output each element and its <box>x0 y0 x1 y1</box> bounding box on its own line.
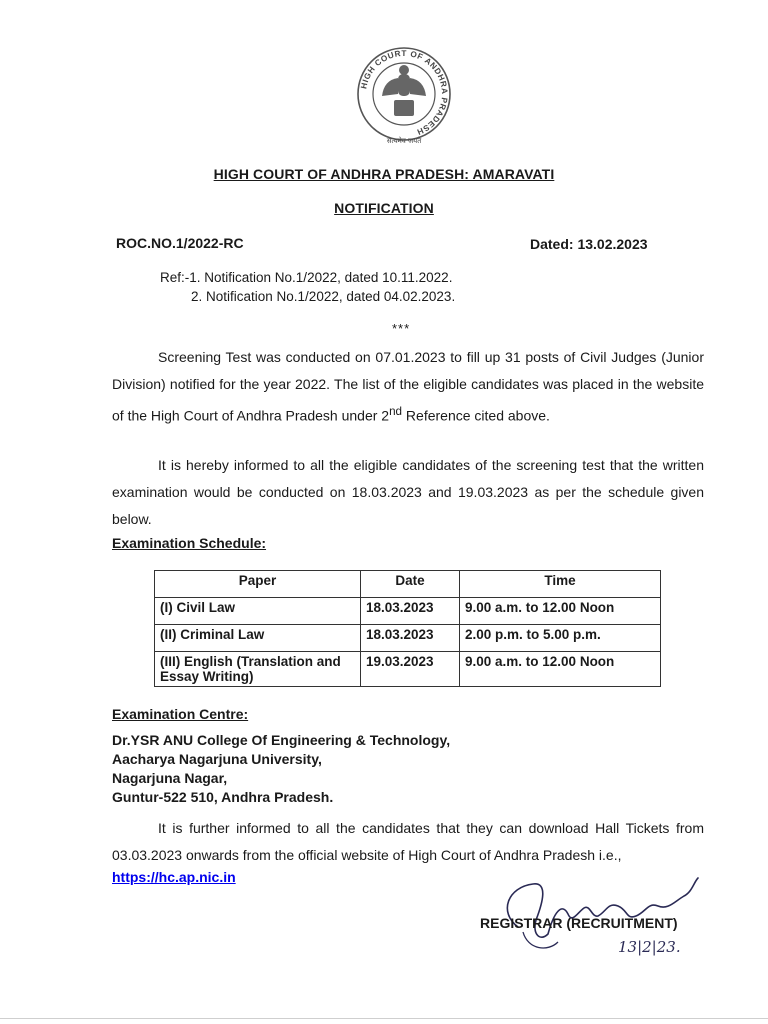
examination-schedule-table <box>154 570 661 687</box>
roc-number: ROC.NO.1/2022-RC <box>116 235 244 251</box>
paper-cell: (III) English (Translation and Essay Writing) <box>155 652 361 687</box>
paper-cell: (II) Criminal Law <box>155 625 361 652</box>
document-date: Dated: 13.02.2023 <box>530 236 648 252</box>
reference-1: Ref:-1. Notification No.1/2022, dated 10.11.2022. <box>160 270 453 285</box>
column-header-paper: Paper <box>155 571 361 598</box>
address-line: Dr.YSR ANU College Of Engineering & Technology, <box>112 732 451 748</box>
table-row <box>155 598 661 625</box>
reference-2: 2. Notification No.1/2022, dated 04.02.2023. <box>191 289 456 304</box>
date-cell: 18.03.2023 <box>361 625 460 652</box>
date-cell: 19.03.2023 <box>361 652 460 687</box>
paragraph-hall-tickets <box>112 815 704 869</box>
bottom-scan-edge-divider <box>0 1018 768 1019</box>
column-header-date: Date <box>361 571 460 598</box>
address-line: Nagarjuna Nagar, <box>112 770 228 786</box>
ordinal-superscript: nd <box>389 405 403 418</box>
paragraph-1-tail: Reference cited above. <box>402 407 550 424</box>
seal-ring-text: HIGH COURT OF ANDHRA PRADESH <box>359 48 450 137</box>
time-cell: 9.00 a.m. to 12.00 Noon <box>460 652 661 687</box>
paragraph-screening-test <box>112 344 704 430</box>
document-type-heading: NOTIFICATION <box>334 200 434 216</box>
handwritten-date: 13|2|23. <box>618 938 681 956</box>
paragraph-2-text: It is hereby informed to all the eligible candidates of the screening test that the written examination would be conducted on 18.03.2023 and 19.03.2023 as per the schedule given below. <box>112 457 704 527</box>
official-website-link[interactable]: https://hc.ap.nic.in <box>112 869 236 885</box>
column-header-time: Time <box>460 571 661 598</box>
time-cell: 2.00 p.m. to 5.00 p.m. <box>460 625 661 652</box>
table-header-row <box>155 571 661 598</box>
paragraph-1-text: Screening Test was conducted on 07.01.2023 to fill up 31 posts of Civil Judges (Junior Division) notified for the year 2022. The list of the eligible candidates was placed in the website of the High Court of Andhra Pradesh under 2 <box>112 349 704 424</box>
table-row <box>155 625 661 652</box>
high-court-seal-emblem <box>354 44 454 148</box>
date-cell: 18.03.2023 <box>361 598 460 625</box>
examination-schedule-heading: Examination Schedule: <box>112 535 267 551</box>
registrar-designation: REGISTRAR (RECRUITMENT) <box>480 915 678 931</box>
examination-centre-address <box>112 731 450 807</box>
court-title: HIGH COURT OF ANDHRA PRADESH: AMARAVATI <box>213 166 555 182</box>
examination-centre-heading: Examination Centre: <box>112 706 249 722</box>
address-line: Guntur-522 510, Andhra Pradesh. <box>112 789 334 805</box>
time-cell: 9.00 a.m. to 12.00 Noon <box>460 598 661 625</box>
separator-stars: *** <box>392 321 411 336</box>
seal-motto: सत्यमेव जयते <box>386 137 422 145</box>
table-row <box>155 652 661 687</box>
paragraph-written-exam <box>112 452 704 533</box>
paragraph-3-text: It is further informed to all the candidates that they can download Hall Tickets from 03.03.2023 onwards from the official website of High Court of Andhra Pradesh i.e., <box>112 820 704 863</box>
paper-cell: (I) Civil Law <box>155 598 361 625</box>
address-line: Aacharya Nagarjuna University, <box>112 751 322 767</box>
